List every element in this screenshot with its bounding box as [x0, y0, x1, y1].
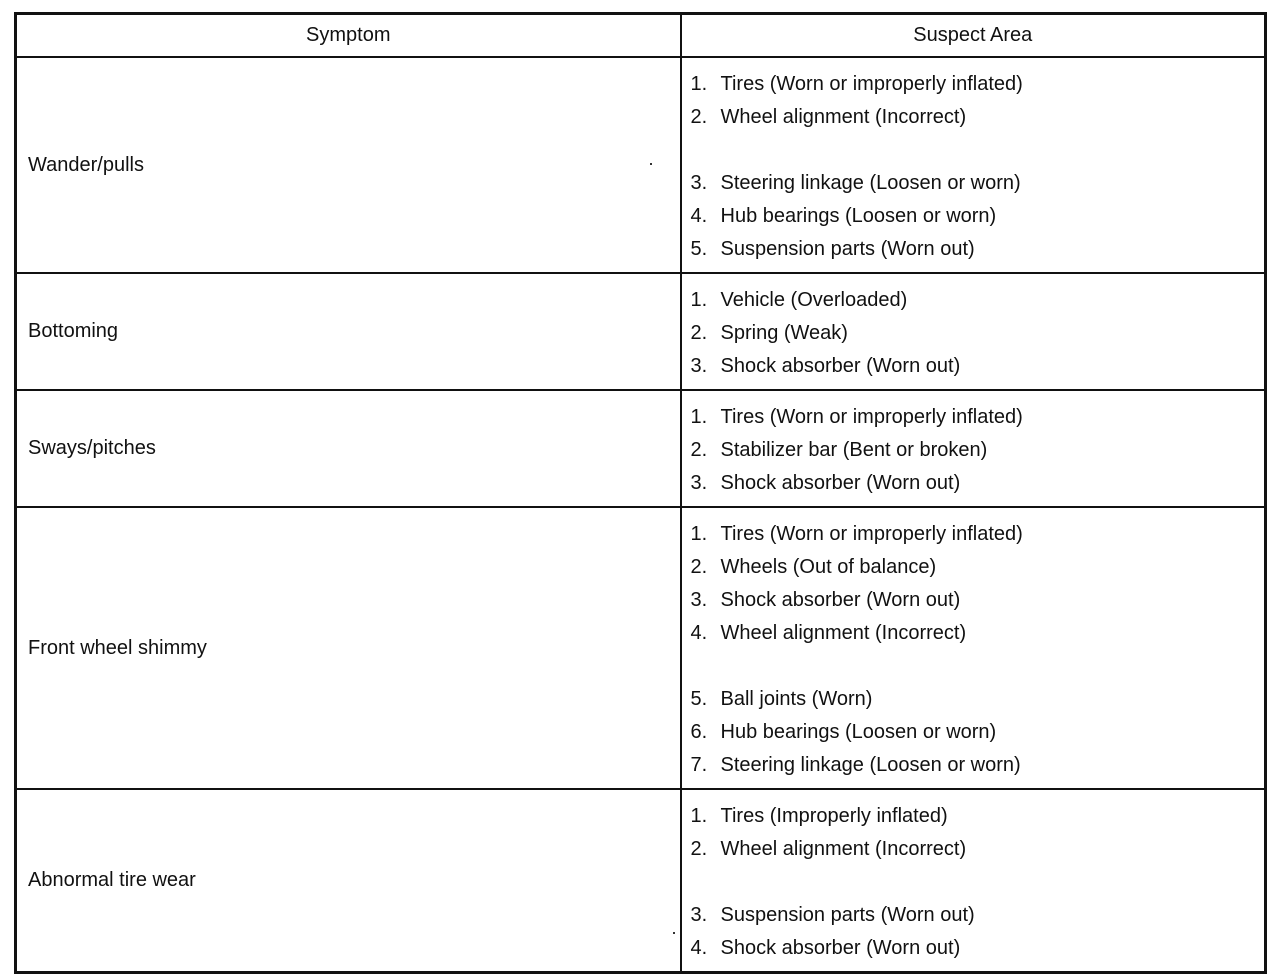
table-row: [16, 273, 1266, 390]
list-item: 2. Wheel alignment (Incorrect): [690, 106, 967, 128]
header-row: [16, 14, 1266, 58]
symptom-cell: Wander/pulls: [16, 57, 681, 273]
table-row: [16, 789, 1266, 973]
cause-list: [691, 68, 1265, 266]
list-item: 1. Tires (Worn or improperly inflated): [690, 73, 1023, 95]
list-item: 5. Ball joints (Worn): [690, 688, 873, 710]
symptom-cell: Bottoming: [16, 273, 681, 390]
list-item: 3. Suspension parts (Worn out): [690, 904, 975, 926]
troubleshooting-table: [14, 12, 1267, 974]
list-item: 4. Hub bearings (Loosen or worn): [690, 205, 997, 227]
list-item: 5. Suspension parts (Worn out): [690, 238, 975, 260]
list-item: 3. Steering linkage (Loosen or worn): [690, 172, 1021, 194]
symptom-column-header: Symptom: [16, 14, 681, 58]
list-item: 2. Wheel alignment (Incorrect): [690, 838, 967, 860]
list-item: 2. Stabilizer bar (Bent or broken): [690, 439, 988, 461]
symptom-cell: Sways/pitches: [16, 390, 681, 507]
cause-list: [691, 518, 1265, 782]
suspect-area-cell: [681, 390, 1266, 507]
suspect-area-cell: [681, 507, 1266, 789]
scan-speck: [673, 932, 675, 934]
list-item: 1. Tires (Worn or improperly inflated): [690, 406, 1023, 428]
list-item: 3. Shock absorber (Worn out): [690, 355, 961, 377]
symptom-cell: Front wheel shimmy: [16, 507, 681, 789]
list-item: 6. Hub bearings (Loosen or worn): [690, 721, 997, 743]
list-item: 3. Shock absorber (Worn out): [690, 472, 961, 494]
symptom-cell: Abnormal tire wear: [16, 789, 681, 973]
list-item: 1. Tires (Worn or improperly inflated): [690, 523, 1023, 545]
scan-speck: [650, 163, 652, 165]
table-row: [16, 390, 1266, 507]
cause-list: [691, 800, 1265, 965]
list-item: 1. Tires (Improperly inflated): [690, 805, 948, 827]
table-row: [16, 57, 1266, 273]
suspect-area-column-header: Suspect Area: [681, 14, 1266, 58]
list-item: 3. Shock absorber (Worn out): [690, 589, 961, 611]
table-row: [16, 507, 1266, 789]
cause-list: [691, 284, 1265, 383]
suspect-area-cell: [681, 789, 1266, 973]
cause-list: [691, 401, 1265, 500]
list-item: 2. Wheels (Out of balance): [690, 556, 937, 578]
list-item: 4. Shock absorber (Worn out): [690, 937, 961, 959]
suspect-area-cell: [681, 273, 1266, 390]
suspect-area-cell: [681, 57, 1266, 273]
list-item: 2. Spring (Weak): [690, 322, 848, 344]
list-item: 7. Steering linkage (Loosen or worn): [690, 754, 1021, 776]
list-item: 4. Wheel alignment (Incorrect): [690, 622, 967, 644]
list-item: 1. Vehicle (Overloaded): [690, 289, 908, 311]
